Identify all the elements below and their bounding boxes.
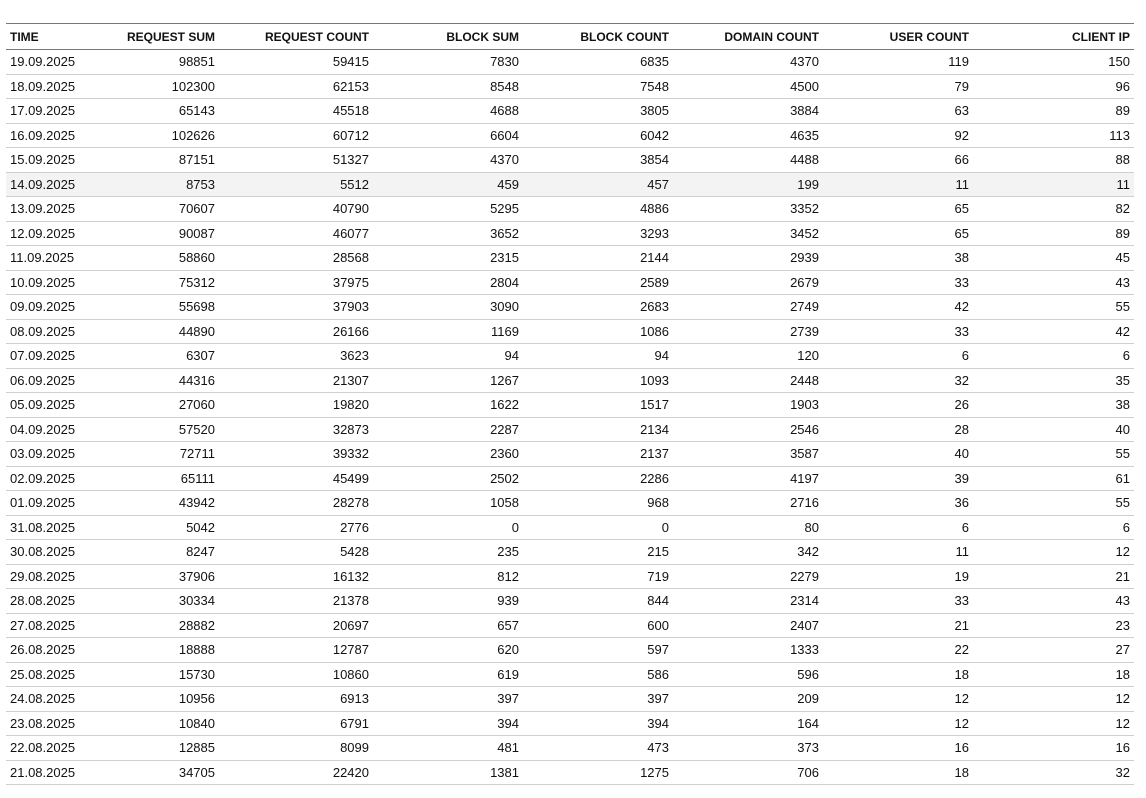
cell-request-count: 40790 (332, 201, 369, 217)
table-row[interactable] (6, 74, 1134, 99)
cell-request-sum: 18888 (178, 642, 215, 658)
cell-request-sum: 90087 (178, 225, 215, 241)
cell-block-count: 1517 (640, 397, 669, 413)
table-row[interactable] (6, 662, 1134, 687)
cell-user-count: 39 (954, 470, 969, 486)
cell-user-count: 66 (954, 152, 969, 168)
cell-request-sum: 6307 (186, 348, 215, 364)
cell-request-sum: 34705 (178, 764, 215, 780)
cell-request-count: 46077 (332, 225, 369, 241)
cell-time: 17.09.2025 (10, 103, 76, 119)
cell-block-sum: 94 (504, 348, 519, 364)
cell-request-count: 59415 (332, 54, 369, 70)
cell-user-count: 33 (954, 323, 969, 339)
cell-client-ip: 45 (1115, 250, 1130, 266)
cell-block-count: 397 (647, 691, 669, 707)
cell-block-sum: 3652 (490, 225, 519, 241)
cell-domain-count: 4197 (790, 470, 819, 486)
cell-domain-count: 2407 (790, 617, 819, 633)
table-row[interactable] (6, 540, 1134, 565)
cell-block-count: 473 (647, 740, 669, 756)
cell-time: 02.09.2025 (10, 470, 76, 486)
cell-request-sum: 12885 (178, 740, 215, 756)
table-row[interactable] (6, 221, 1134, 246)
cell-block-sum: 1058 (490, 495, 519, 511)
cell-block-sum: 620 (497, 642, 519, 658)
cell-domain-count: 164 (797, 715, 819, 731)
cell-client-ip: 18 (1115, 666, 1130, 682)
cell-domain-count: 80 (804, 519, 819, 535)
cell-request-count: 32873 (332, 421, 369, 437)
cell-block-count: 2683 (640, 299, 669, 315)
cell-block-count: 394 (647, 715, 669, 731)
cell-domain-count: 4370 (790, 54, 819, 70)
cell-block-sum: 397 (497, 691, 519, 707)
cell-block-count: 2137 (640, 446, 669, 462)
cell-block-sum: 812 (497, 568, 519, 584)
cell-time: 16.09.2025 (10, 127, 76, 143)
cell-block-sum: 2287 (490, 421, 519, 437)
cell-block-sum: 2360 (490, 446, 519, 462)
cell-client-ip: 32 (1115, 764, 1130, 780)
cell-block-sum: 657 (497, 617, 519, 633)
cell-domain-count: 2546 (790, 421, 819, 437)
cell-user-count: 28 (954, 421, 969, 437)
cell-request-count: 12787 (332, 642, 369, 658)
cell-request-count: 60712 (332, 127, 369, 143)
cell-block-count: 1093 (640, 372, 669, 388)
cell-time: 08.09.2025 (10, 323, 76, 339)
cell-client-ip: 27 (1115, 642, 1130, 658)
cell-request-count: 3623 (340, 348, 369, 364)
cell-user-count: 65 (954, 225, 969, 241)
table-row[interactable] (6, 687, 1134, 712)
cell-time: 01.09.2025 (10, 495, 76, 511)
cell-request-count: 37903 (332, 299, 369, 315)
cell-request-count: 62153 (332, 78, 369, 94)
cell-block-count: 6042 (640, 127, 669, 143)
table-row[interactable] (6, 736, 1134, 761)
cell-block-count: 844 (647, 593, 669, 609)
cell-user-count: 11 (955, 176, 969, 192)
cell-time: 31.08.2025 (10, 519, 76, 535)
cell-client-ip: 61 (1115, 470, 1130, 486)
cell-request-sum: 65143 (178, 103, 215, 119)
cell-user-count: 40 (954, 446, 969, 462)
cell-block-sum: 7830 (490, 54, 519, 70)
cell-time: 07.09.2025 (10, 348, 76, 364)
table-row[interactable] (6, 344, 1134, 369)
column-header-time[interactable]: TIME (10, 29, 39, 44)
cell-user-count: 79 (954, 78, 969, 94)
cell-client-ip: 21 (1115, 568, 1130, 584)
cell-client-ip: 11 (1116, 176, 1130, 192)
cell-time: 04.09.2025 (10, 421, 76, 437)
table-row[interactable] (6, 564, 1134, 589)
cell-request-count: 37975 (332, 274, 369, 290)
cell-user-count: 65 (954, 201, 969, 217)
cell-request-count: 6791 (340, 715, 369, 731)
table-row[interactable] (6, 417, 1134, 442)
cell-request-sum: 15730 (178, 666, 215, 682)
cell-request-sum: 58860 (178, 250, 215, 266)
cell-block-count: 0 (661, 519, 669, 535)
cell-domain-count: 3452 (790, 225, 819, 241)
daily-stats-table (6, 23, 1134, 785)
cell-client-ip: 88 (1115, 152, 1130, 168)
column-header-client-ip[interactable]: CLIENT IP (1071, 29, 1130, 44)
cell-client-ip: 150 (1108, 54, 1130, 70)
cell-client-ip: 89 (1115, 225, 1130, 241)
cell-block-sum: 2804 (490, 274, 519, 290)
cell-request-sum: 10956 (178, 691, 215, 707)
cell-time: 03.09.2025 (10, 446, 76, 462)
cell-block-sum: 939 (497, 593, 519, 609)
cell-domain-count: 706 (797, 764, 819, 780)
cell-request-count: 19820 (332, 397, 369, 413)
cell-request-count: 22420 (332, 764, 369, 780)
table-row[interactable] (6, 50, 1134, 75)
cell-block-count: 3805 (640, 103, 669, 119)
cell-domain-count: 596 (797, 666, 819, 682)
table-row[interactable] (6, 246, 1134, 271)
cell-time: 27.08.2025 (10, 617, 76, 633)
cell-request-sum: 28882 (178, 617, 215, 633)
cell-user-count: 6 (961, 348, 969, 364)
cell-block-count: 1086 (640, 323, 669, 339)
cell-request-count: 5428 (340, 544, 369, 560)
cell-block-sum: 2315 (490, 250, 519, 266)
cell-block-sum: 1381 (490, 764, 519, 780)
table-row[interactable] (6, 368, 1134, 393)
cell-domain-count: 2279 (790, 568, 819, 584)
cell-block-count: 600 (647, 617, 669, 633)
cell-block-sum: 1169 (491, 323, 519, 339)
cell-client-ip: 6 (1122, 348, 1130, 364)
cell-domain-count: 2314 (790, 593, 819, 609)
table-row[interactable] (6, 123, 1134, 148)
cell-request-count: 5512 (340, 176, 369, 192)
cell-user-count: 22 (954, 642, 969, 658)
cell-client-ip: 12 (1115, 715, 1130, 731)
cell-client-ip: 82 (1115, 201, 1130, 217)
cell-user-count: 12 (954, 715, 969, 731)
cell-time: 28.08.2025 (10, 593, 76, 609)
cell-user-count: 63 (954, 103, 969, 119)
cell-request-count: 8099 (340, 740, 369, 756)
cell-user-count: 38 (954, 250, 969, 266)
cell-user-count: 42 (954, 299, 969, 315)
cell-domain-count: 3587 (790, 446, 819, 462)
cell-time: 10.09.2025 (10, 274, 76, 290)
table-row[interactable] (6, 491, 1134, 516)
cell-time: 26.08.2025 (10, 642, 76, 658)
cell-request-sum: 87151 (178, 152, 215, 168)
cell-request-count: 16132 (332, 568, 369, 584)
cell-user-count: 16 (954, 740, 969, 756)
cell-block-count: 2134 (640, 421, 669, 437)
cell-client-ip: 55 (1115, 446, 1130, 462)
cell-block-sum: 459 (497, 176, 519, 192)
cell-request-sum: 102626 (171, 127, 215, 143)
cell-block-sum: 2502 (490, 470, 519, 486)
cell-block-count: 457 (647, 176, 669, 192)
cell-request-count: 45499 (332, 470, 369, 486)
cell-domain-count: 1333 (790, 642, 819, 658)
cell-time: 25.08.2025 (10, 666, 76, 682)
column-header-domain-count[interactable]: DOMAIN COUNT (724, 29, 819, 44)
cell-user-count: 18 (954, 764, 969, 780)
cell-user-count: 92 (954, 127, 969, 143)
cell-block-sum: 619 (497, 666, 519, 682)
table-row[interactable] (6, 589, 1134, 614)
cell-request-sum: 70607 (178, 201, 215, 217)
cell-block-count: 215 (647, 544, 669, 560)
cell-client-ip: 35 (1115, 372, 1130, 388)
cell-domain-count: 4488 (790, 152, 819, 168)
cell-request-count: 26166 (332, 323, 369, 339)
cell-request-sum: 72711 (179, 446, 215, 462)
cell-time: 19.09.2025 (10, 54, 76, 70)
cell-user-count: 33 (954, 274, 969, 290)
cell-block-sum: 8548 (490, 78, 519, 94)
cell-time: 21.08.2025 (10, 764, 76, 780)
cell-block-sum: 1622 (490, 397, 519, 413)
cell-time: 24.08.2025 (10, 691, 76, 707)
cell-time: 29.08.2025 (10, 568, 76, 584)
cell-request-sum: 10840 (178, 715, 215, 731)
column-header-block-sum[interactable]: BLOCK SUM (446, 29, 519, 44)
cell-request-sum: 44890 (178, 323, 215, 339)
cell-time: 12.09.2025 (10, 225, 76, 241)
cell-user-count: 18 (954, 666, 969, 682)
cell-block-count: 3854 (640, 152, 669, 168)
cell-client-ip: 113 (1109, 127, 1130, 143)
table-row[interactable] (6, 319, 1134, 344)
cell-block-count: 968 (647, 495, 669, 511)
cell-request-sum: 5042 (186, 519, 215, 535)
cell-client-ip: 42 (1115, 323, 1130, 339)
cell-client-ip: 43 (1115, 593, 1130, 609)
cell-request-sum: 27060 (178, 397, 215, 413)
cell-block-count: 7548 (640, 78, 669, 94)
column-header-request-count[interactable]: REQUEST COUNT (264, 29, 369, 44)
cell-time: 13.09.2025 (10, 201, 76, 217)
cell-request-sum: 8753 (186, 176, 215, 192)
cell-user-count: 19 (954, 568, 969, 584)
cell-client-ip: 55 (1115, 495, 1130, 511)
cell-block-sum: 481 (497, 740, 519, 756)
cell-block-count: 2286 (640, 470, 669, 486)
cell-time: 30.08.2025 (10, 544, 76, 560)
cell-request-count: 28568 (332, 250, 369, 266)
column-header-user-count[interactable]: USER COUNT (889, 29, 969, 44)
cell-user-count: 36 (954, 495, 969, 511)
cell-user-count: 6 (961, 519, 969, 535)
cell-block-sum: 6604 (490, 127, 519, 143)
cell-request-count: 28278 (332, 495, 369, 511)
cell-domain-count: 120 (797, 348, 819, 364)
cell-domain-count: 2448 (790, 372, 819, 388)
column-header-block-count[interactable]: BLOCK COUNT (580, 29, 669, 44)
cell-time: 09.09.2025 (10, 299, 76, 315)
cell-block-sum: 4370 (490, 152, 519, 168)
cell-domain-count: 2749 (790, 299, 819, 315)
cell-time: 05.09.2025 (10, 397, 76, 413)
cell-client-ip: 89 (1115, 103, 1130, 119)
table-row[interactable] (6, 172, 1134, 197)
cell-block-sum: 4688 (490, 103, 519, 119)
table-row[interactable] (6, 270, 1134, 295)
cell-user-count: 12 (954, 691, 969, 707)
cell-domain-count: 3884 (790, 103, 819, 119)
cell-block-count: 719 (647, 568, 669, 584)
cell-domain-count: 373 (797, 740, 819, 756)
cell-request-count: 45518 (332, 103, 369, 119)
cell-domain-count: 4635 (790, 127, 819, 143)
cell-domain-count: 2939 (790, 250, 819, 266)
cell-request-count: 21378 (332, 593, 369, 609)
cell-request-sum: 30334 (178, 593, 215, 609)
cell-time: 22.08.2025 (10, 740, 76, 756)
cell-block-sum: 3090 (490, 299, 519, 315)
table-row[interactable] (6, 295, 1134, 320)
cell-request-sum: 55698 (178, 299, 215, 315)
cell-request-sum: 43942 (178, 495, 215, 511)
cell-client-ip: 23 (1115, 617, 1130, 633)
cell-time: 06.09.2025 (10, 372, 76, 388)
table-header-row (6, 24, 1134, 50)
cell-block-sum: 5295 (490, 201, 519, 217)
table-row[interactable] (6, 148, 1134, 173)
cell-user-count: 11 (955, 544, 969, 560)
table-row[interactable] (6, 99, 1134, 124)
cell-block-count: 597 (647, 642, 669, 658)
cell-request-sum: 75312 (178, 274, 215, 290)
cell-block-sum: 1267 (490, 372, 519, 388)
cell-client-ip: 55 (1115, 299, 1130, 315)
table-row[interactable] (6, 197, 1134, 222)
cell-client-ip: 12 (1115, 691, 1130, 707)
table-row[interactable] (6, 760, 1134, 785)
table-row[interactable] (6, 466, 1134, 491)
cell-client-ip: 43 (1115, 274, 1130, 290)
table-row[interactable] (6, 711, 1134, 736)
cell-block-count: 3293 (640, 225, 669, 241)
cell-time: 11.09.2025 (10, 250, 75, 266)
cell-request-sum: 98851 (178, 54, 215, 70)
cell-block-count: 4886 (640, 201, 669, 217)
table-row[interactable] (6, 442, 1134, 467)
cell-domain-count: 209 (797, 691, 819, 707)
cell-domain-count: 4500 (790, 78, 819, 94)
cell-block-count: 2144 (640, 250, 669, 266)
cell-client-ip: 6 (1122, 519, 1130, 535)
cell-client-ip: 40 (1115, 421, 1130, 437)
cell-time: 14.09.2025 (10, 176, 76, 192)
cell-user-count: 119 (948, 54, 969, 70)
cell-time: 18.09.2025 (10, 78, 76, 94)
cell-client-ip: 96 (1115, 78, 1130, 94)
cell-request-count: 6913 (340, 691, 369, 707)
cell-time: 23.08.2025 (10, 715, 76, 731)
cell-domain-count: 1903 (790, 397, 819, 413)
cell-domain-count: 2679 (790, 274, 819, 290)
cell-request-count: 21307 (332, 372, 369, 388)
cell-domain-count: 342 (797, 544, 819, 560)
stats-table-container (6, 23, 1134, 785)
cell-request-sum: 44316 (178, 372, 215, 388)
cell-request-sum: 37906 (178, 568, 215, 584)
cell-client-ip: 16 (1115, 740, 1130, 756)
cell-time: 15.09.2025 (10, 152, 76, 168)
cell-request-count: 39332 (332, 446, 369, 462)
cell-request-count: 10860 (332, 666, 369, 682)
cell-block-count: 2589 (640, 274, 669, 290)
cell-domain-count: 2739 (790, 323, 819, 339)
table-row[interactable] (6, 515, 1134, 540)
cell-client-ip: 38 (1115, 397, 1130, 413)
table-body (6, 50, 1134, 785)
cell-domain-count: 3352 (790, 201, 819, 217)
cell-request-count: 51327 (332, 152, 369, 168)
cell-user-count: 21 (954, 617, 969, 633)
cell-request-count: 20697 (332, 617, 369, 633)
cell-domain-count: 2716 (790, 495, 819, 511)
cell-request-count: 2776 (340, 519, 369, 535)
cell-block-count: 6835 (640, 54, 669, 70)
cell-block-count: 586 (647, 666, 669, 682)
cell-user-count: 32 (954, 372, 969, 388)
cell-domain-count: 199 (797, 176, 819, 192)
cell-request-sum: 8247 (186, 544, 215, 560)
cell-client-ip: 12 (1115, 544, 1130, 560)
cell-block-sum: 0 (511, 519, 519, 535)
cell-block-count: 1275 (640, 764, 669, 780)
table-row[interactable] (6, 638, 1134, 663)
cell-request-sum: 65111 (180, 470, 215, 486)
cell-block-sum: 394 (497, 715, 519, 731)
cell-request-sum: 102300 (171, 78, 215, 94)
cell-request-sum: 57520 (178, 421, 215, 437)
column-header-request-sum[interactable]: REQUEST SUM (126, 29, 215, 44)
cell-user-count: 33 (954, 593, 969, 609)
cell-block-sum: 235 (497, 544, 519, 560)
table-row[interactable] (6, 613, 1134, 638)
table-row[interactable] (6, 393, 1134, 418)
cell-block-count: 94 (654, 348, 669, 364)
cell-user-count: 26 (954, 397, 969, 413)
